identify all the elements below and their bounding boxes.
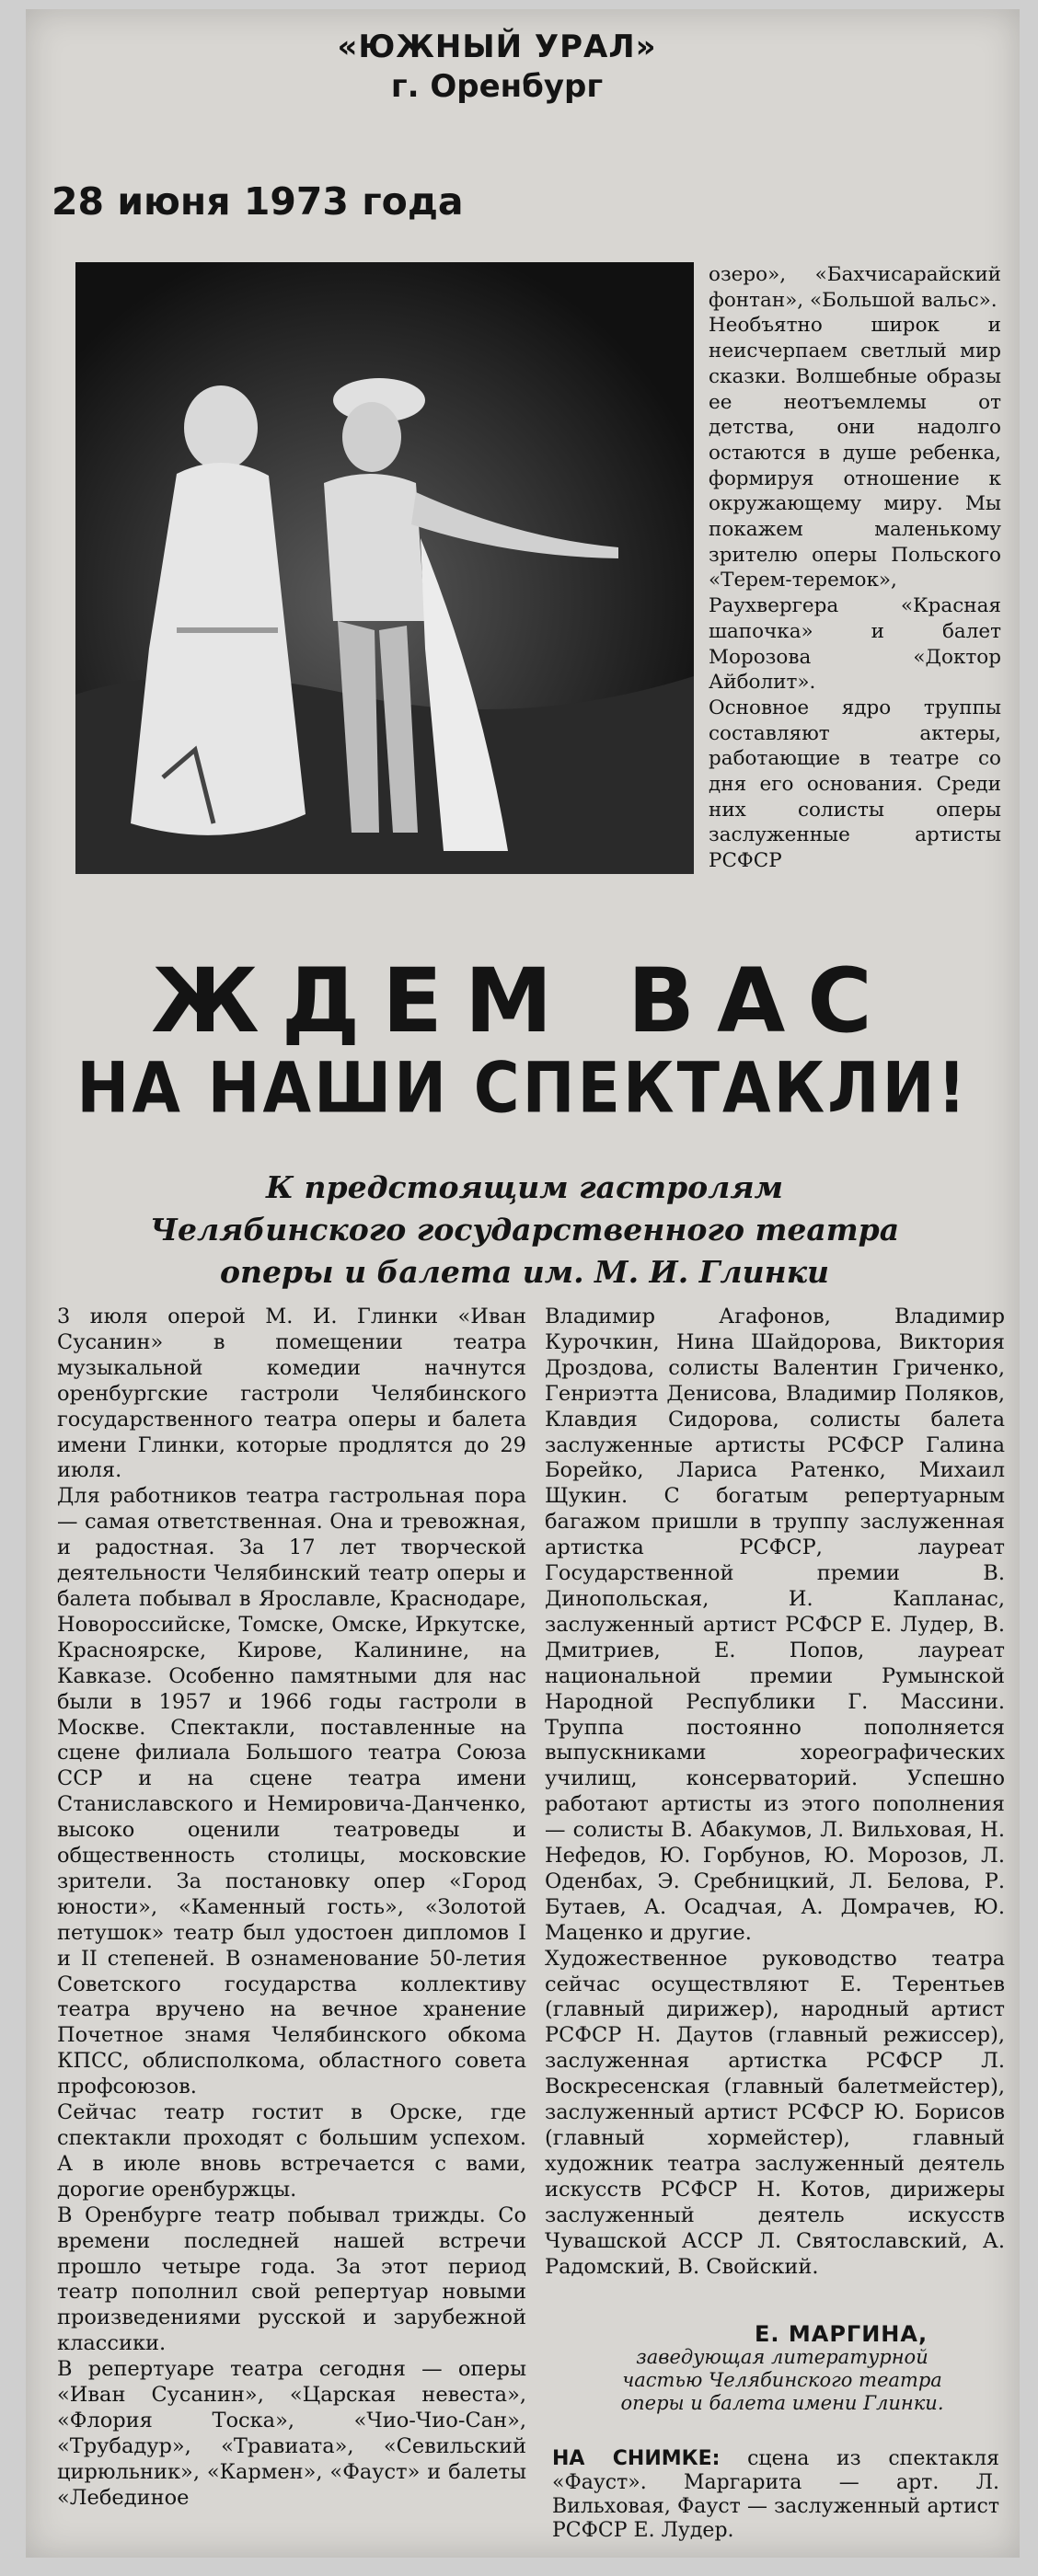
stage-photo	[75, 262, 694, 874]
publication-date: 28 июня 1973 года	[52, 179, 464, 224]
author-signature: Е. МАРГИНА,	[755, 2321, 928, 2347]
subheadline-line-3: оперы и балета им. М. И. Глинки	[219, 1254, 830, 1290]
newspaper-name: «ЮЖНЫЙ УРАЛ»	[337, 29, 657, 65]
headline-line-2: НА НАШИ СПЕКТАКЛИ!	[76, 1048, 969, 1130]
headline-line-1: ЖДЕМ ВАС	[151, 949, 894, 1052]
masthead	[276, 28, 718, 106]
stage-photo-image	[75, 262, 694, 874]
article-left-column: 3 июля оперой М. И. Глинки «Иван Сусанин» в помещении театра музыкальной комедии начнутся оренбургские гастроли Челябинского государственного театра оперы и балета имени Глинки, которые продлятся до 29 июля. Для работников театра гастрольная пора — самая ответственная. Она и тревожная, и радостная. За 17 лет творческой деятельности Челябинский театр оперы и балета побывал в Ярославле, Краснодаре, Новороссийске, Томске, Омске, Иркутске, Красноярске, Кирове, Калинине, на Кавказе. Особенно памятными для нас были в 1957 и 1966 годы гастроли в Москве. Спектакли, поставленные на сцене филиала Большого театра Союза ССР и на сцене театра имени Станиславского и Немировича-Данченко, высоко оценили театроведы и общественность столицы, московские зрители. За постановку опер «Город юности», «Каменный гость», «Золотой петушок» театр был удостоен дипломов I и II степеней. В ознаменование 50-летия Советского государства коллективу театра вручено на вечное хранение Почетное знамя Челябинского обкома КПСС, облисполкома, областного совета профсоюзов. Сейчас театр гостит в Орске, где спектакли проходят с большим успехом. А в июле вновь встречается с вами, дорогие оренбуржцы. В Оренбурге театр побывал трижды. Со времени последней нашей встречи прошло четыре года. За этот период театр пополнил свой репертуар новыми произведениями русской и зарубежной классики. В репертуаре театра сегодня — оперы «Иван Сусанин», «Царская невеста», «Флория Тоска», «Чио-Чио-Сан», «Трубадур», «Травиата», «Севильский цирюльник», «Кармен», «Фауст» и балеты «Лебединое	[57, 1305, 526, 2510]
caption-text: сцена из спектакля «Фауст». Маргарита — арт. Л. Вильховая, Фауст — заслуженный артист РСФСР Е. Лудер.	[552, 2447, 999, 2542]
article-right-column: Владимир Агафонов, Владимир Курочкин, Нина Шайдорова, Виктория Дроздова, солисты Валентин Гриченко, Генриэтта Денисова, Владимир Поляков, Клавдия Сидорова, солисты балета заслуженные артисты РСФСР Галина Борейко, Лариса Ратенко, Михаил Щукин. С богатым репертуарным багажом пришли в труппу заслуженная артистка РСФСР, лауреат Государственной премии В. Динопольская, И. Капланас, заслуженный артист РСФСР Е. Лудер, В. Дмитриев, Е. Попов, лауреат национальной премии Румынской Народной Республики Г. Массини. Труппа постоянно пополняется выпускниками хореографических училищ, консерваторий. Успешно работают артисты из этого пополнения — солисты В. Абакумов, Л. Вильховая, Н. Нефедов, Ю. Горбунов, Ю. Морозов, Л. Оденбах, Э. Сребницкий, Л. Белова, Р. Бутаев, А. Осадчая, А. Домрачев, Ю. Маценко и другие. Художественное руководство театра сейчас осуществляют Е. Терентьев (главный дирижер), народный артист РСФСР Н. Даутов (главный режиссер), заслуженная артистка РСФСР Л. Воскресенская (главный балетмейстер), заслуженный артист РСФСР Ю. Борисов (главный хормейстер), главный художник театра заслуженный деятель искусств РСФСР Н. Котов, дирижеры заслуженный деятель искусств Чувашской АССР Л. Святославский, А. Радомский, В. Свойский.	[545, 1305, 1005, 2279]
newspaper-city: г. Оренбург	[390, 67, 604, 105]
photo-caption	[552, 2447, 999, 2543]
author-role: заведующая литературной частью Челябинского театра оперы и балета имени Глинки.	[620, 2346, 944, 2414]
top-right-column: озеро», «Бахчисарайский фонтан», «Большой вальс». Необъятно широк и неисчерпаем светлый мир сказки. Волшебные образы ее неотъемлемы от детства, они надолго остаются в душе ребенка, формируя отношение к окружающему миру. Мы покажем маленькому зрителю оперы Польского «Терем-теремок», Раухвергера «Красная шапочка» и балет Морозова «Доктор Айболит». Основное ядро труппы составляют актеры, работающие в театре со дня его основания. Среди них солисты оперы заслуженные артисты РСФСР	[709, 263, 1001, 873]
subheadline-line-2: Челябинского государственного театра	[149, 1212, 900, 1248]
subheadline	[55, 1167, 994, 1294]
caption-label: НА СНИМКЕ:	[552, 2447, 721, 2470]
subheadline-line-1: К предстоящим гастролям	[266, 1169, 783, 1205]
